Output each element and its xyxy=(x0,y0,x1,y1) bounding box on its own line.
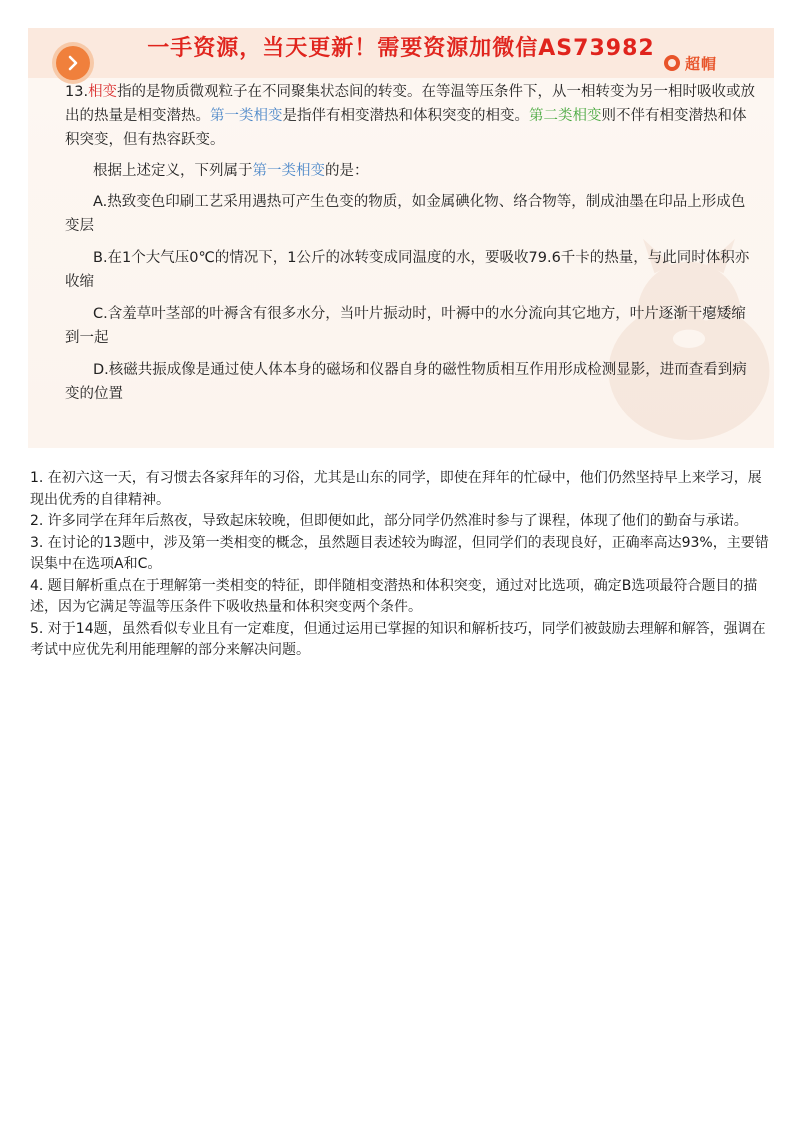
brand-name: 超帽 xyxy=(685,54,718,73)
option-c-text: C.含羞草叶茎部的叶褥含有很多水分，当叶片振动时，叶褥中的水分流向其它地方，叶片逐渐干瘪矮缩到一起 xyxy=(65,306,746,346)
first-order-definition: 是指伴有相变潜热和体积突变的相变。 xyxy=(282,108,529,124)
option-d[interactable] xyxy=(65,358,759,406)
prompt-term: 第一类相变 xyxy=(252,163,325,179)
definition-text: 指的是物质微观粒子在不同聚集状态间的转变。在等温等压条件下，从一相转变为另一相时吸收或放出的热量是相变潜热。 xyxy=(65,84,756,124)
chevron-right-icon xyxy=(65,55,81,71)
lecture-notes xyxy=(30,468,770,662)
prompt-pre: 根据上述定义，下列属于 xyxy=(93,163,253,179)
option-b-text: B.在1个大气压0℃的情况下，1公斤的冰转变成同温度的水，要吸收79.6千卡的热量，与此同时体积亦收缩 xyxy=(65,250,750,290)
watermark-banner: 一手资源，当天更新！需要资源加微信AS73982 xyxy=(147,36,655,61)
brand-mark-icon xyxy=(664,55,680,71)
question-number: 13. xyxy=(65,84,89,100)
note-item: 4. 题目解析重点在于理解第一类相变的特征，即伴随相变潜热和体积突变，通过对比选项，确定B选项最符合题目的描述，因为它满足等温等压条件下吸收热量和体积突变两个条件。 xyxy=(30,577,758,615)
note-item: 3. 在讨论的13题中，涉及第一类相变的概念，虽然题目表述较为晦涩，但同学们的表现良好，正确率高达93%，主要错误集中在选项A和C。 xyxy=(30,534,769,572)
next-arrow-button[interactable] xyxy=(56,46,90,80)
option-a[interactable] xyxy=(65,190,759,238)
term-phase-change: 相变 xyxy=(88,84,118,100)
brand-logo xyxy=(664,52,717,74)
option-c[interactable] xyxy=(65,302,759,350)
question-prompt xyxy=(65,159,759,183)
term-second-order: 第二类相变 xyxy=(529,108,602,124)
option-a-text: A.热致变色印刷工艺采用遇热可产生色变的物质，如金属碘化物、络合物等，制成油墨在印品上形成色变层 xyxy=(65,194,746,234)
prompt-post: 的是： xyxy=(325,163,369,179)
note-item: 2. 许多同学在拜年后熬夜，导致起床较晚，但即便如此，部分同学仍然准时参与了课程，体现了他们的勤奋与承诺。 xyxy=(30,513,748,529)
option-b[interactable] xyxy=(65,246,759,294)
question-stem xyxy=(65,80,759,152)
slide-screenshot xyxy=(28,28,774,448)
note-item: 5. 对于14题，虽然看似专业且有一定难度，但通过运用已掌握的知识和解析技巧，同学们被鼓励去理解和解答，强调在考试中应优先利用能理解的部分来解决问题。 xyxy=(30,620,766,658)
option-d-text: D.核磁共振成像是通过使人体本身的磁场和仪器自身的磁性物质相互作用形成检测显影，进而查看到病变的位置 xyxy=(65,362,747,402)
term-first-order: 第一类相变 xyxy=(210,108,283,124)
second-order-definition: 则不伴有相变潜热和体积突变，但有热容跃变。 xyxy=(65,108,747,148)
note-item: 1. 在初六这一天，有习惯去各家拜年的习俗，尤其是山东的同学，即使在拜年的忙碌中，他们仍然坚持早上来学习，展现出优秀的自律精神。 xyxy=(30,470,762,508)
